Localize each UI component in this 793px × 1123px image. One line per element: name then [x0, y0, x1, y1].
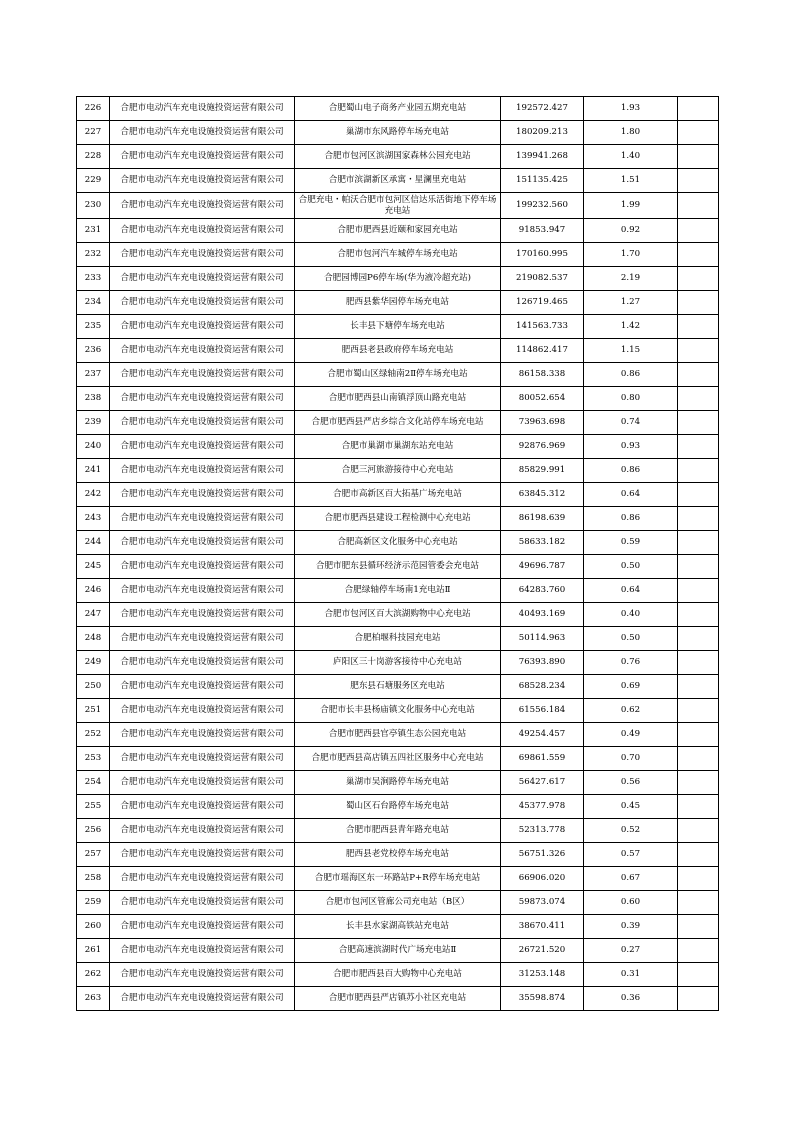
amount-value-cell: 0.74	[584, 411, 678, 435]
company-cell: 合肥市电动汽车充电设施投资运营有限公司	[110, 795, 295, 819]
energy-value-cell: 170160.995	[501, 243, 584, 267]
energy-value-cell: 68528.234	[501, 675, 584, 699]
station-name-cell: 合肥市肥西县近颐和家园充电站	[295, 219, 501, 243]
station-name-cell: 合肥市包河区百大滨湖购物中心充电站	[295, 603, 501, 627]
amount-value-cell: 1.15	[584, 339, 678, 363]
empty-cell	[678, 483, 719, 507]
table-row	[77, 555, 719, 579]
row-number-cell: 260	[77, 915, 110, 939]
empty-cell	[678, 795, 719, 819]
station-name-cell: 合肥市包河汽车城停车场充电站	[295, 243, 501, 267]
table-row	[77, 867, 719, 891]
station-name-cell: 合肥市肥西县百大购物中心充电站	[295, 963, 501, 987]
row-number-cell: 246	[77, 579, 110, 603]
company-cell: 合肥市电动汽车充电设施投资运营有限公司	[110, 699, 295, 723]
row-number-cell: 261	[77, 939, 110, 963]
station-name-cell: 合肥市包河区管廊公司充电站（B区）	[295, 891, 501, 915]
empty-cell	[678, 555, 719, 579]
table-row	[77, 603, 719, 627]
company-cell: 合肥市电动汽车充电设施投资运营有限公司	[110, 121, 295, 145]
empty-cell	[678, 459, 719, 483]
energy-value-cell: 64283.760	[501, 579, 584, 603]
table-row	[77, 747, 719, 771]
energy-value-cell: 92876.969	[501, 435, 584, 459]
company-cell: 合肥市电动汽车充电设施投资运营有限公司	[110, 915, 295, 939]
energy-value-cell: 45377.978	[501, 795, 584, 819]
row-number-cell: 262	[77, 963, 110, 987]
energy-value-cell: 40493.169	[501, 603, 584, 627]
row-number-cell: 242	[77, 483, 110, 507]
station-name-cell: 合肥柏堰科技园充电站	[295, 627, 501, 651]
amount-value-cell: 0.57	[584, 843, 678, 867]
station-name-cell: 合肥市蜀山区绿轴南2Ⅱ停车场充电站	[295, 363, 501, 387]
row-number-cell: 243	[77, 507, 110, 531]
empty-cell	[678, 169, 719, 193]
station-name-cell: 蜀山区石台路停车场充电站	[295, 795, 501, 819]
empty-cell	[678, 363, 719, 387]
station-name-cell: 合肥市瑶海区东一环路站P+R停车场充电站	[295, 867, 501, 891]
amount-value-cell: 0.69	[584, 675, 678, 699]
table-row	[77, 843, 719, 867]
table-row	[77, 169, 719, 193]
table-row	[77, 363, 719, 387]
table-row	[77, 891, 719, 915]
energy-value-cell: 76393.890	[501, 651, 584, 675]
company-cell: 合肥市电动汽车充电设施投资运营有限公司	[110, 339, 295, 363]
company-cell: 合肥市电动汽车充电设施投资运营有限公司	[110, 987, 295, 1011]
energy-value-cell: 192572.427	[501, 97, 584, 121]
company-cell: 合肥市电动汽车充电设施投资运营有限公司	[110, 243, 295, 267]
company-cell: 合肥市电动汽车充电设施投资运营有限公司	[110, 387, 295, 411]
table-row	[77, 121, 719, 145]
company-cell: 合肥市电动汽车充电设施投资运营有限公司	[110, 723, 295, 747]
energy-value-cell: 80052.654	[501, 387, 584, 411]
empty-cell	[678, 145, 719, 169]
empty-cell	[678, 915, 719, 939]
empty-cell	[678, 387, 719, 411]
row-number-cell: 232	[77, 243, 110, 267]
table-row	[77, 387, 719, 411]
table-row	[77, 435, 719, 459]
company-cell: 合肥市电动汽车充电设施投资运营有限公司	[110, 771, 295, 795]
table-row	[77, 339, 719, 363]
energy-value-cell: 86198.639	[501, 507, 584, 531]
table-row	[77, 483, 719, 507]
company-cell: 合肥市电动汽车充电设施投资运营有限公司	[110, 267, 295, 291]
row-number-cell: 257	[77, 843, 110, 867]
energy-value-cell: 219082.537	[501, 267, 584, 291]
company-cell: 合肥市电动汽车充电设施投资运营有限公司	[110, 891, 295, 915]
table-row	[77, 819, 719, 843]
table-row	[77, 987, 719, 1011]
company-cell: 合肥市电动汽车充电设施投资运营有限公司	[110, 363, 295, 387]
row-number-cell: 227	[77, 121, 110, 145]
row-number-cell: 235	[77, 315, 110, 339]
station-name-cell: 合肥市肥西县建设工程检测中心充电站	[295, 507, 501, 531]
empty-cell	[678, 507, 719, 531]
empty-cell	[678, 699, 719, 723]
row-number-cell: 228	[77, 145, 110, 169]
row-number-cell: 245	[77, 555, 110, 579]
row-number-cell: 259	[77, 891, 110, 915]
table-row	[77, 459, 719, 483]
station-name-cell: 合肥市肥西县青年路充电站	[295, 819, 501, 843]
table-row	[77, 723, 719, 747]
company-cell: 合肥市电动汽车充电设施投资运营有限公司	[110, 219, 295, 243]
amount-value-cell: 0.49	[584, 723, 678, 747]
energy-value-cell: 56751.326	[501, 843, 584, 867]
row-number-cell: 249	[77, 651, 110, 675]
empty-cell	[678, 723, 719, 747]
empty-cell	[678, 219, 719, 243]
table-row	[77, 579, 719, 603]
amount-value-cell: 0.64	[584, 579, 678, 603]
company-cell: 合肥市电动汽车充电设施投资运营有限公司	[110, 507, 295, 531]
energy-value-cell: 61556.184	[501, 699, 584, 723]
energy-value-cell: 38670.411	[501, 915, 584, 939]
table-row	[77, 315, 719, 339]
amount-value-cell: 0.56	[584, 771, 678, 795]
row-number-cell: 229	[77, 169, 110, 193]
amount-value-cell: 1.40	[584, 145, 678, 169]
row-number-cell: 250	[77, 675, 110, 699]
empty-cell	[678, 193, 719, 219]
row-number-cell: 240	[77, 435, 110, 459]
empty-cell	[678, 627, 719, 651]
energy-value-cell: 151135.425	[501, 169, 584, 193]
company-cell: 合肥市电动汽车充电设施投资运营有限公司	[110, 315, 295, 339]
empty-cell	[678, 267, 719, 291]
amount-value-cell: 0.52	[584, 819, 678, 843]
row-number-cell: 258	[77, 867, 110, 891]
table-row	[77, 411, 719, 435]
company-cell: 合肥市电动汽车充电设施投资运营有限公司	[110, 651, 295, 675]
amount-value-cell: 1.51	[584, 169, 678, 193]
energy-value-cell: 26721.520	[501, 939, 584, 963]
amount-value-cell: 1.93	[584, 97, 678, 121]
row-number-cell: 263	[77, 987, 110, 1011]
company-cell: 合肥市电动汽车充电设施投资运营有限公司	[110, 145, 295, 169]
table-row	[77, 531, 719, 555]
row-number-cell: 244	[77, 531, 110, 555]
energy-value-cell: 126719.465	[501, 291, 584, 315]
company-cell: 合肥市电动汽车充电设施投资运营有限公司	[110, 819, 295, 843]
row-number-cell: 251	[77, 699, 110, 723]
station-name-cell: 合肥市滨湖新区承寓・星澜里充电站	[295, 169, 501, 193]
empty-cell	[678, 315, 719, 339]
empty-cell	[678, 291, 719, 315]
amount-value-cell: 0.86	[584, 363, 678, 387]
company-cell: 合肥市电动汽车充电设施投资运营有限公司	[110, 555, 295, 579]
company-cell: 合肥市电动汽车充电设施投资运营有限公司	[110, 627, 295, 651]
energy-value-cell: 91853.947	[501, 219, 584, 243]
empty-cell	[678, 651, 719, 675]
empty-cell	[678, 97, 719, 121]
energy-value-cell: 59873.074	[501, 891, 584, 915]
row-number-cell: 239	[77, 411, 110, 435]
energy-value-cell: 58633.182	[501, 531, 584, 555]
row-number-cell: 238	[77, 387, 110, 411]
company-cell: 合肥市电动汽车充电设施投资运营有限公司	[110, 843, 295, 867]
empty-cell	[678, 243, 719, 267]
energy-value-cell: 114862.417	[501, 339, 584, 363]
amount-value-cell: 1.80	[584, 121, 678, 145]
amount-value-cell: 0.93	[584, 435, 678, 459]
empty-cell	[678, 579, 719, 603]
amount-value-cell: 0.27	[584, 939, 678, 963]
amount-value-cell: 0.59	[584, 531, 678, 555]
energy-value-cell: 141563.733	[501, 315, 584, 339]
row-number-cell: 248	[77, 627, 110, 651]
energy-value-cell: 86158.338	[501, 363, 584, 387]
station-name-cell: 肥东县石塘服务区充电站	[295, 675, 501, 699]
empty-cell	[678, 603, 719, 627]
company-cell: 合肥市电动汽车充电设施投资运营有限公司	[110, 459, 295, 483]
row-number-cell: 237	[77, 363, 110, 387]
table-row	[77, 963, 719, 987]
amount-value-cell: 0.67	[584, 867, 678, 891]
amount-value-cell: 1.70	[584, 243, 678, 267]
empty-cell	[678, 531, 719, 555]
company-cell: 合肥市电动汽车充电设施投资运营有限公司	[110, 579, 295, 603]
table-row	[77, 675, 719, 699]
table-row	[77, 219, 719, 243]
empty-cell	[678, 843, 719, 867]
amount-value-cell: 0.39	[584, 915, 678, 939]
energy-value-cell: 73963.698	[501, 411, 584, 435]
station-name-cell: 合肥市肥西县山南镇浮顶山路充电站	[295, 387, 501, 411]
row-number-cell: 230	[77, 193, 110, 219]
amount-value-cell: 0.40	[584, 603, 678, 627]
company-cell: 合肥市电动汽车充电设施投资运营有限公司	[110, 747, 295, 771]
company-cell: 合肥市电动汽车充电设施投资运营有限公司	[110, 291, 295, 315]
station-name-cell: 合肥市肥东县循环经济示范园管委会充电站	[295, 555, 501, 579]
energy-value-cell: 31253.148	[501, 963, 584, 987]
empty-cell	[678, 339, 719, 363]
station-name-cell: 合肥绿轴停车场南1充电站Ⅱ	[295, 579, 501, 603]
empty-cell	[678, 435, 719, 459]
energy-value-cell: 139941.268	[501, 145, 584, 169]
company-cell: 合肥市电动汽车充电设施投资运营有限公司	[110, 435, 295, 459]
row-number-cell: 234	[77, 291, 110, 315]
station-name-cell: 合肥市巢湖市巢湖东站充电站	[295, 435, 501, 459]
row-number-cell: 253	[77, 747, 110, 771]
table-row	[77, 627, 719, 651]
amount-value-cell: 0.31	[584, 963, 678, 987]
company-cell: 合肥市电动汽车充电设施投资运营有限公司	[110, 867, 295, 891]
energy-value-cell: 56427.617	[501, 771, 584, 795]
empty-cell	[678, 867, 719, 891]
energy-value-cell: 69861.559	[501, 747, 584, 771]
station-name-cell: 合肥市高新区百大拓基广场充电站	[295, 483, 501, 507]
company-cell: 合肥市电动汽车充电设施投资运营有限公司	[110, 169, 295, 193]
table-row	[77, 915, 719, 939]
empty-cell	[678, 675, 719, 699]
empty-cell	[678, 939, 719, 963]
station-name-cell: 肥西县老县政府停车场充电站	[295, 339, 501, 363]
company-cell: 合肥市电动汽车充电设施投资运营有限公司	[110, 483, 295, 507]
energy-value-cell: 35598.874	[501, 987, 584, 1011]
station-name-cell: 合肥高速滨湖时代广场充电站Ⅱ	[295, 939, 501, 963]
station-name-cell: 合肥市长丰县杨庙镇文化服务中心充电站	[295, 699, 501, 723]
station-name-cell: 合肥园博园P6停车场(华为液冷超充站)	[295, 267, 501, 291]
amount-value-cell: 0.36	[584, 987, 678, 1011]
amount-value-cell: 0.86	[584, 507, 678, 531]
table-row	[77, 651, 719, 675]
table-row	[77, 193, 719, 219]
energy-value-cell: 66906.020	[501, 867, 584, 891]
table-row	[77, 771, 719, 795]
table-row	[77, 145, 719, 169]
energy-value-cell: 180209.213	[501, 121, 584, 145]
station-name-cell: 合肥高新区文化服务中心充电站	[295, 531, 501, 555]
empty-cell	[678, 747, 719, 771]
station-name-cell: 巢湖市东风路停车场充电站	[295, 121, 501, 145]
energy-value-cell: 50114.963	[501, 627, 584, 651]
amount-value-cell: 0.86	[584, 459, 678, 483]
amount-value-cell: 0.92	[584, 219, 678, 243]
station-name-cell: 长丰县下塘停车场充电站	[295, 315, 501, 339]
amount-value-cell: 0.62	[584, 699, 678, 723]
row-number-cell: 252	[77, 723, 110, 747]
station-name-cell: 合肥市肥西县严店乡综合文化站停车场充电站	[295, 411, 501, 435]
empty-cell	[678, 819, 719, 843]
energy-value-cell: 49696.787	[501, 555, 584, 579]
energy-value-cell: 49254.457	[501, 723, 584, 747]
row-number-cell: 231	[77, 219, 110, 243]
company-cell: 合肥市电动汽车充电设施投资运营有限公司	[110, 675, 295, 699]
table-row	[77, 267, 719, 291]
amount-value-cell: 1.42	[584, 315, 678, 339]
amount-value-cell: 0.76	[584, 651, 678, 675]
company-cell: 合肥市电动汽车充电设施投资运营有限公司	[110, 603, 295, 627]
station-name-cell: 合肥三河旅游接待中心充电站	[295, 459, 501, 483]
energy-value-cell: 85829.991	[501, 459, 584, 483]
amount-value-cell: 0.80	[584, 387, 678, 411]
table-row	[77, 243, 719, 267]
company-cell: 合肥市电动汽车充电设施投资运营有限公司	[110, 531, 295, 555]
amount-value-cell: 2.19	[584, 267, 678, 291]
amount-value-cell: 0.50	[584, 627, 678, 651]
data-table	[76, 96, 719, 1011]
empty-cell	[678, 121, 719, 145]
row-number-cell: 256	[77, 819, 110, 843]
empty-cell	[678, 987, 719, 1011]
station-name-cell: 合肥市包河区滨湖国家森林公园充电站	[295, 145, 501, 169]
row-number-cell: 241	[77, 459, 110, 483]
amount-value-cell: 1.99	[584, 193, 678, 219]
empty-cell	[678, 771, 719, 795]
empty-cell	[678, 891, 719, 915]
row-number-cell: 233	[77, 267, 110, 291]
station-name-cell: 合肥市肥西县高店镇五四社区服务中心充电站	[295, 747, 501, 771]
amount-value-cell: 0.50	[584, 555, 678, 579]
table-body	[77, 97, 719, 1011]
station-name-cell: 长丰县水家湖高铁站充电站	[295, 915, 501, 939]
empty-cell	[678, 411, 719, 435]
amount-value-cell: 1.27	[584, 291, 678, 315]
station-name-cell: 肥西县老党校停车场充电站	[295, 843, 501, 867]
table-row	[77, 939, 719, 963]
company-cell: 合肥市电动汽车充电设施投资运营有限公司	[110, 97, 295, 121]
row-number-cell: 254	[77, 771, 110, 795]
station-name-cell: 合肥市肥西县官亭镇生态公园充电站	[295, 723, 501, 747]
station-name-cell: 合肥蜀山电子商务产业园五期充电站	[295, 97, 501, 121]
company-cell: 合肥市电动汽车充电设施投资运营有限公司	[110, 963, 295, 987]
row-number-cell: 226	[77, 97, 110, 121]
table-row	[77, 507, 719, 531]
station-name-cell: 肥西县紫华园停车场充电站	[295, 291, 501, 315]
row-number-cell: 247	[77, 603, 110, 627]
company-cell: 合肥市电动汽车充电设施投资运营有限公司	[110, 411, 295, 435]
station-name-cell: 合肥市肥西县严店镇苏小社区充电站	[295, 987, 501, 1011]
amount-value-cell: 0.64	[584, 483, 678, 507]
station-name-cell: 合肥充电・帕沃合肥市包河区信达乐活街地下停车场充电站	[295, 193, 501, 219]
station-name-cell: 庐阳区三十岗游客接待中心充电站	[295, 651, 501, 675]
amount-value-cell: 0.45	[584, 795, 678, 819]
energy-value-cell: 63845.312	[501, 483, 584, 507]
energy-value-cell: 199232.560	[501, 193, 584, 219]
amount-value-cell: 0.60	[584, 891, 678, 915]
table-row	[77, 291, 719, 315]
row-number-cell: 255	[77, 795, 110, 819]
company-cell: 合肥市电动汽车充电设施投资运营有限公司	[110, 193, 295, 219]
table-row	[77, 795, 719, 819]
amount-value-cell: 0.70	[584, 747, 678, 771]
company-cell: 合肥市电动汽车充电设施投资运营有限公司	[110, 939, 295, 963]
energy-value-cell: 52313.778	[501, 819, 584, 843]
station-name-cell: 巢湖市吴涧路停车场充电站	[295, 771, 501, 795]
empty-cell	[678, 963, 719, 987]
table-row	[77, 97, 719, 121]
row-number-cell: 236	[77, 339, 110, 363]
table-row	[77, 699, 719, 723]
